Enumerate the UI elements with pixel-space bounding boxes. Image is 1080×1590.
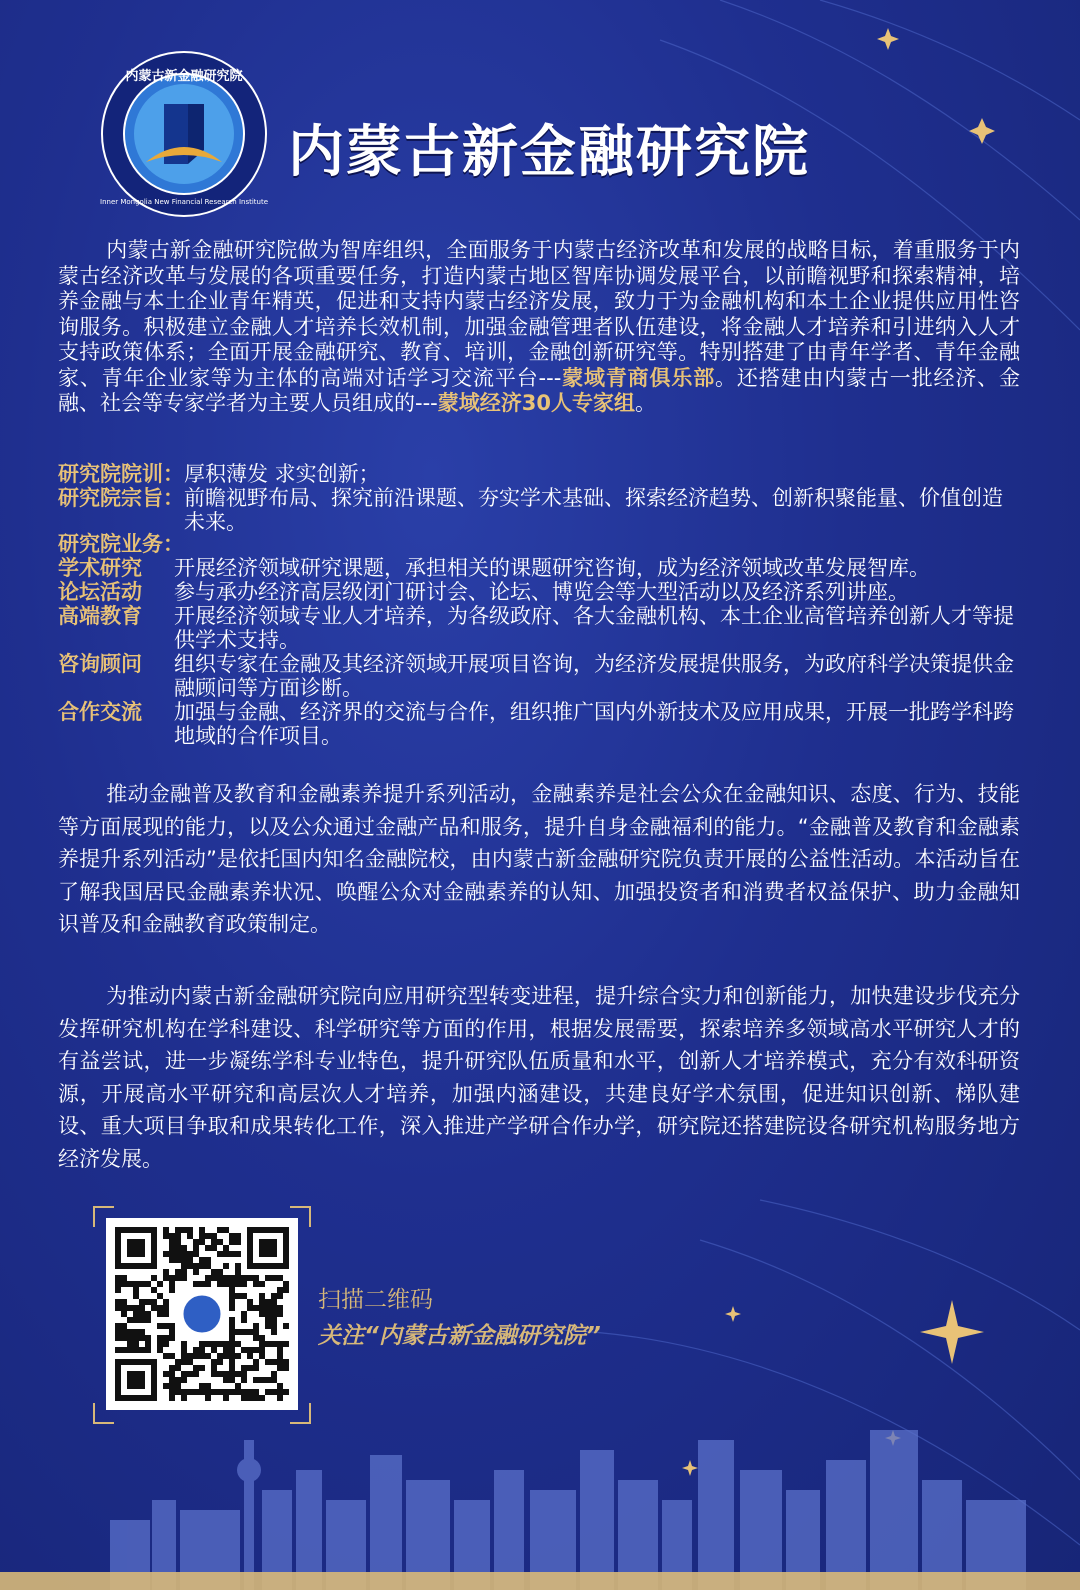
business-item-text: 加强与金融、经济界的交流与合作，组织推广国内外新技术及应用成果，开展一批跨学科跨地域的合作项目。 bbox=[174, 700, 1014, 748]
intro-text-c: 。 bbox=[634, 391, 656, 415]
intro-paragraph bbox=[58, 238, 1020, 417]
qr-center-logo bbox=[182, 1294, 222, 1334]
financial-literacy-paragraph bbox=[58, 778, 1020, 941]
svg-text:Inner Mongolia New Financial R: Inner Mongolia New Financial Research Institute bbox=[100, 198, 268, 206]
svg-text:内蒙古新金融研究院: 内蒙古新金融研究院 bbox=[125, 69, 243, 84]
business-section bbox=[58, 532, 1020, 748]
business-item-text: 开展经济领域专业人才培养，为各级政府、各大金融机构、本土企业高管培养创新人才等提供学术支持。 bbox=[174, 604, 1014, 652]
motto-row bbox=[58, 462, 1020, 486]
expert-group-name: 蒙域经济30人专家组 bbox=[437, 391, 635, 415]
business-item-label: 合作交流 bbox=[58, 700, 142, 724]
qr-caption-line2: 关注“内蒙古新金融研究院” bbox=[318, 1323, 601, 1349]
qr-code-pattern bbox=[106, 1218, 298, 1410]
business-heading: 研究院业务： bbox=[58, 532, 184, 556]
intro-text-a: 内蒙古新金融研究院做为智库组织，全面服务于内蒙古经济改革和发展的战略目标，着重服务于内蒙古经济改革与发展的各项重要任务，打造内蒙古地区智库协调发展平台，以前瞻视野和探索精神，培养金融与本土企业青年精英，促进和支持内蒙古经济发展，致力于为金融机构和本土企业提供应用性咨询服务。积极建立金融人才培养长效机制，加强金融管理者队伍建设，将金融人才培养和引进纳入人才支持政策体系；全面开展金融研究、教育、培训，金融创新研究等。特别搭建了由青年学者、青年金融家、青年企业家等为主体的高端对话学习交流平台--- bbox=[58, 238, 1020, 390]
motto-text: 厚积薄发 求实创新； bbox=[184, 462, 380, 486]
club-name: 蒙域青商俱乐部 bbox=[561, 365, 716, 390]
business-item-label: 高端教育 bbox=[58, 604, 142, 628]
business-item bbox=[58, 580, 1020, 604]
business-item bbox=[58, 604, 1020, 652]
business-item-text: 参与承办经济高层级闭门研讨会、论坛、博览会等大型活动以及经济系列讲座。 bbox=[174, 580, 909, 604]
institute-logo bbox=[100, 50, 268, 218]
business-item bbox=[58, 652, 1020, 700]
intro-text-b: 。还搭建由内蒙古一批经济、金融、社会等专家学者为主要人员组成的--- bbox=[58, 365, 1021, 415]
business-item bbox=[58, 700, 1020, 748]
business-item-text: 组织专家在金融及其经济领域开展项目咨询，为经济发展提供服务，为政府科学决策提供金融顾问等方面诊断。 bbox=[174, 652, 1014, 700]
development-paragraph bbox=[58, 980, 1020, 1175]
development-text: 为推动内蒙古新金融研究院向应用研究型转变进程，提升综合实力和创新能力，加快建设步伐充分发挥研究机构在学科建设、科学研究等方面的作用，根据发展需要，探索培养多领域高水平研究人才的有益尝试，进一步凝练学科专业特色，提升研究队伍质量和水平，创新人才培养模式，充分有效科研资源，开展高水平研究和高层次人才培养，加强内涵建设，共建良好学术氛围，促进知识创新、梯队建设、重大项目争取和成果转化工作，深入推进产学研合作办学，研究院还搭建院设各研究机构服务地方经济发展。 bbox=[58, 984, 1020, 1171]
page-title: 内蒙古新金融研究院 bbox=[288, 120, 810, 185]
qr-caption-line1: 扫描二维码 bbox=[318, 1287, 433, 1313]
business-item-label: 论坛活动 bbox=[58, 580, 142, 604]
business-item-label: 咨询顾问 bbox=[58, 652, 142, 676]
purpose-label: 研究院宗旨： bbox=[58, 486, 184, 510]
purpose-row bbox=[58, 486, 1020, 534]
qr-caption bbox=[318, 1282, 601, 1354]
city-skyline bbox=[110, 1430, 1026, 1590]
qr-code[interactable] bbox=[106, 1218, 298, 1410]
mottos-section bbox=[58, 462, 1020, 534]
financial-literacy-text: 推动金融普及教育和金融素养提升系列活动，金融素养是社会公众在金融知识、态度、行为、技能等方面展现的能力，以及公众通过金融产品和服务，提升自身金融福利的能力。“金融普及教育和金融素养提升系列活动”是依托国内知名金融院校，由内蒙古新金融研究院负责开展的公益性活动。本活动旨在了解我国居民金融素养状况、唤醒公众对金融素养的认知、加强投资者和消费者权益保护、助力金融知识普及和金融教育政策制定。 bbox=[58, 782, 1020, 936]
business-item-text: 开展经济领域研究课题，承担相关的课题研究咨询，成为经济领域改革发展智库。 bbox=[174, 556, 930, 580]
business-item-label: 学术研究 bbox=[58, 556, 142, 580]
business-item bbox=[58, 556, 1020, 580]
purpose-text: 前瞻视野布局、探究前沿课题、夯实学术基础、探索经济趋势、创新积聚能量、价值创造未来。 bbox=[184, 486, 1003, 534]
motto-label: 研究院院训： bbox=[58, 462, 184, 486]
